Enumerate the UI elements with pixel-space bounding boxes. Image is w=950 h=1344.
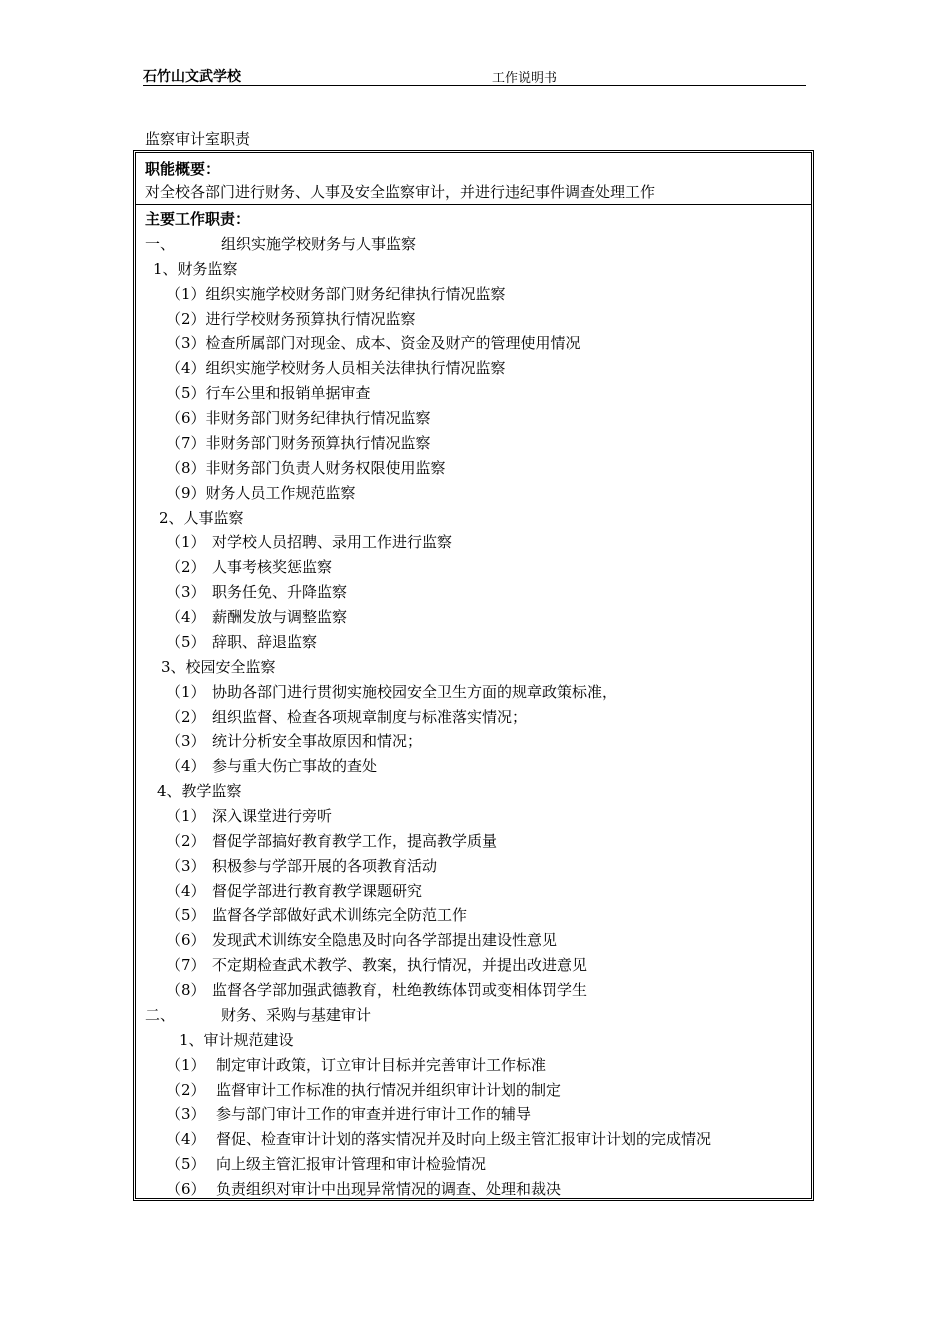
table-divider [136,204,811,205]
duty-text: 监督各学部加强武德教育，杜绝教练体罚或变相体罚学生 [212,981,588,1000]
duty-line [166,1152,811,1176]
duty-text: 非财务部门财务纪律执行情况监察 [205,409,431,428]
duty-text: 统计分析安全事故原因和情况； [212,732,423,751]
duty-text: 人事考核奖惩监察 [212,558,333,577]
duty-line [166,854,811,878]
duty-line [166,1078,811,1102]
duty-text: 组织实施学校财务人员相关法律执行情况监察 [205,359,506,378]
duties-label: 主要工作职责： [145,210,251,228]
duty-line [161,655,811,679]
duty-line [166,605,811,629]
duty-number: （6） [166,1180,206,1199]
duty-text: 薪酬发放与调整监察 [212,608,348,627]
duty-line [166,1102,811,1126]
duty-line [166,481,811,505]
duty-text: 行车公里和报销单据审查 [205,384,371,403]
duty-text: 检查所属部门对现金、成本、资金及财产的管理使用情况 [205,334,581,353]
duty-number: 4、 [157,782,182,801]
overview-label: 职能概要： [145,160,221,178]
duty-text: 负责组织对审计中出现异常情况的调查、处理和裁决 [216,1180,562,1199]
duty-line [166,680,811,704]
duty-number: （4） [166,1130,206,1149]
duty-line [153,257,811,281]
duty-line [166,431,811,455]
duty-line [166,829,811,853]
duty-number: （1） [166,284,206,303]
duty-line [159,506,811,530]
duty-text: 监督各学部做好武术训练完全防范工作 [212,906,468,925]
duty-number: （2） [166,707,206,726]
overview-text: 对全校各部门进行财务、人事及安全监察审计，并进行违纪事件调查处理工作 [145,183,656,201]
duty-text: 督促、检查审计计划的落实情况并及时向上级主管汇报审计计划的完成情况 [216,1130,712,1149]
duty-number: 二、 [145,1005,176,1024]
duty-text: 校园安全监察 [185,657,276,676]
duty-number: （1） [166,682,206,701]
duty-text: 不定期检查武术教学、教案，执行情况，并提出改进意见 [212,956,588,975]
duty-number: 3、 [161,657,186,676]
duty-line [166,754,811,778]
duty-text: 协助各部门进行贯彻实施校园安全卫生方面的规章政策标准， [212,682,618,701]
duty-line [166,331,811,355]
duty-number: （4） [166,359,206,378]
duty-number: （2） [166,831,206,850]
duty-line [166,356,811,380]
duty-text: 参与重大伤亡事故的查处 [212,757,378,776]
duty-line [166,1177,811,1201]
duty-line [166,456,811,480]
duty-number: （2） [166,558,206,577]
section-title: 监察审计室职责 [145,130,251,148]
duty-line [179,1028,811,1052]
duty-number: （4） [166,757,206,776]
duty-text: 财务、采购与基建审计 [221,1005,372,1024]
duty-number: （5） [166,384,206,403]
duty-text: 职务任免、升降监察 [212,583,348,602]
duty-number: （5） [166,632,206,651]
duty-line [166,804,811,828]
duty-line [166,630,811,654]
duty-number: （1） [166,807,206,825]
duty-line [166,903,811,927]
duty-text: 非财务部门财务预算执行情况监察 [205,433,431,452]
duty-number: （5） [166,906,206,925]
duty-text: 发现武术训练安全隐患及时向各学部提出建设性意见 [212,931,558,950]
duty-text: 督促学部进行教育教学课题研究 [212,881,423,900]
duty-text: 参与部门审计工作的审查并进行审计工作的辅导 [216,1105,532,1124]
duty-text: 制定审计政策，订立审计目标并完善审计工作标准 [216,1055,547,1074]
duty-number: （3） [166,1105,206,1124]
duty-number: （4） [166,608,206,627]
duty-text: 积极参与学部开展的各项教育活动 [212,856,438,875]
duty-number: （4） [166,881,206,900]
duty-text: 组织实施学校财务部门财务纪律执行情况监察 [205,284,506,303]
duty-number: （2） [166,1080,206,1099]
duty-text: 审计规范建设 [203,1030,294,1049]
duty-text: 监督审计工作标准的执行情况并组织审计计划的制定 [216,1080,562,1099]
duty-number: 一、 [145,235,176,253]
duty-line [166,978,811,1002]
school-name: 石竹山文武学校 [143,69,241,85]
duty-line [145,232,811,256]
duty-text: 人事监察 [183,508,244,527]
duty-number: （6） [166,931,206,950]
duty-number: 1、 [153,259,178,278]
duty-number: （3） [166,732,206,751]
duty-number: 2、 [159,508,184,527]
duty-text: 组织实施学校财务与人事监察 [221,235,417,253]
duty-text: 组织监督、检查各项规章制度与标准落实情况； [212,707,528,726]
duty-line [166,879,811,903]
duty-text: 财务监察 [177,259,238,278]
duty-line [157,779,811,803]
duty-number: 1、 [179,1030,204,1049]
duty-number: （3） [166,583,206,602]
duty-text: 非财务部门负责人财务权限使用监察 [205,458,446,477]
duty-text: 向上级主管汇报审计管理和审计检验情况 [216,1155,487,1174]
duty-number: （9） [166,483,206,502]
document-title: 工作说明书 [492,71,558,86]
duty-line [166,705,811,729]
duty-text: 财务人员工作规范监察 [205,483,356,502]
duty-line [166,1127,811,1151]
duty-line [166,953,811,977]
duty-line [166,729,811,753]
duty-text: 进行学校财务预算执行情况监察 [205,309,416,328]
duty-line [166,928,811,952]
duty-line [166,1053,811,1077]
duty-number: （3） [166,334,206,353]
duty-number: （1） [166,533,206,552]
duty-number: （7） [166,433,206,452]
duty-line [166,307,811,331]
duty-text: 深入课堂进行旁听 [212,807,333,825]
duty-line [166,555,811,579]
duty-number: （8） [166,981,206,1000]
duty-line [145,1003,811,1027]
duty-text: 督促学部搞好教育教学工作，提高教学质量 [212,831,498,850]
duty-text: 辞职、辞退监察 [212,632,318,651]
duty-number: （2） [166,309,206,328]
duty-number: （3） [166,856,206,875]
duty-line [166,282,811,306]
duty-number: （7） [166,956,206,975]
duty-line [166,406,811,430]
duty-number: （1） [166,1055,206,1074]
duty-line [166,381,811,405]
duties-table [133,150,814,1201]
duty-text: 对学校人员招聘、录用工作进行监察 [212,533,453,552]
duty-line [166,580,811,604]
duty-number: （5） [166,1155,206,1174]
page-header [143,66,806,86]
duty-line [166,530,811,554]
duty-text: 教学监察 [181,782,242,801]
duty-number: （8） [166,458,206,477]
duty-number: （6） [166,409,206,428]
